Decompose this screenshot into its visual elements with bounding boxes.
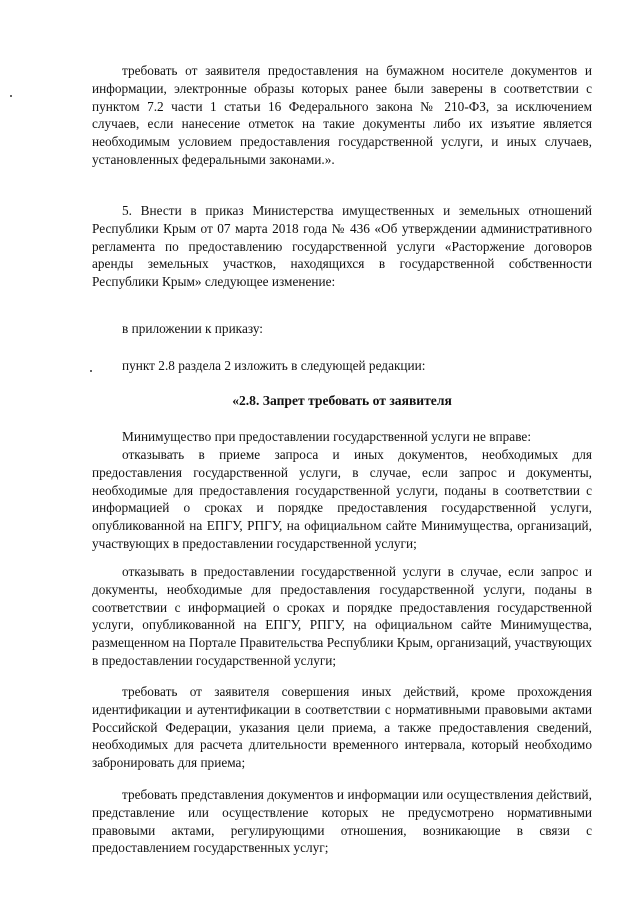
paragraph-lead: Минимущество при предоставлении государственной услуги не вправе:	[122, 429, 532, 444]
list-item: требовать представления документов и информации или осуществления действий, представление или осуществление которых не предусмотрено нормативными правовыми актами, регулирующими отношения, возникающие в связи с предоставлением государственных услуг;	[92, 787, 592, 856]
list-item: требовать от заявителя совершения иных действий, кроме прохождения идентификации и аутентификации в соответствии с нормативными правовыми актами Российской Федерации, указания цели приема, а также предоставления сведений, необходимых для расчета длительности временного интервала, который необходимо забронировать для приема;	[92, 684, 592, 771]
list-item: отказывать в приеме запроса и иных документов, необходимых для предоставления государственной услуги, в случае, если запрос и документы, необходимые для предоставления государственной услуги, поданы в соответствии с информацией о сроках и порядке предоставления государственной услуги, опубликованной на ЕПГУ, РПГУ, на официальном сайте Минимущества, организаций, участвующих в предоставлении государственной услуги;	[92, 447, 592, 551]
scan-speck	[10, 95, 12, 97]
paragraph-intro: требовать от заявителя предоставления на бумажном носителе документов и информации, электронные образы которых ранее были заверены в соответствии с пунктом 7.2 части 1 статьи 16 Федерального закона № 210-ФЗ, за исключением случаев, если нанесение отметок на такие документы либо их изъятие является необходимым условием предоставления государственной услуги, и иных случаев, установленных федеральными законами.».	[92, 63, 592, 167]
section-heading: «2.8. Запрет требовать от заявителя	[232, 393, 452, 408]
paragraph-appendix: в приложении к приказу:	[122, 321, 263, 336]
list-item: отказывать в предоставлении государственной услуги в случае, если запрос и документы, необходимые для предоставления государственной услуги, поданы в соответствии с информацией о сроках и порядке предоставления государственной услуги, опубликованной на ЕПГУ, РПГУ, на официальном сайте Минимущества, размещенном на Портале Правительства Республики Крым, организаций, участвующих в предоставлении государственной услуги;	[92, 564, 592, 668]
paragraph-clause: пункт 2.8 раздела 2 изложить в следующей редакции:	[122, 358, 426, 373]
paragraph-item-5: 5. Внести в приказ Министерства имущественных и земельных отношений Республики Крым от 07 марта 2018 года № 436 «Об утверждении административного регламента по предоставлению государственной услуги «Расторжение договоров аренды земельных участков, находящихся в государственной собственности Республики Крым» следующее изменение:	[92, 203, 592, 290]
